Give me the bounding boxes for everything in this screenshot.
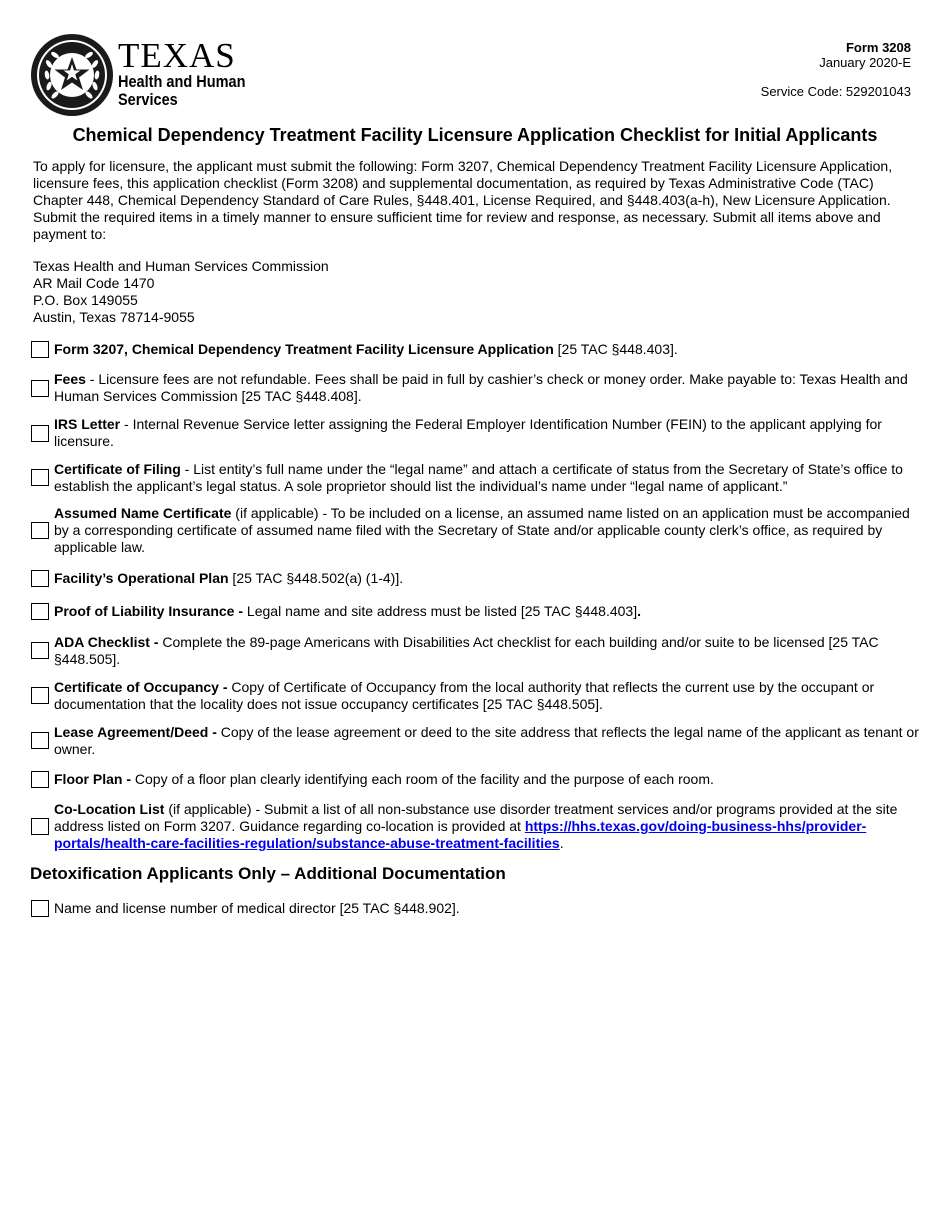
- checkbox-co-location[interactable]: [31, 818, 49, 835]
- checkbox-medical-director[interactable]: [31, 900, 49, 917]
- checkbox-lease-agreement[interactable]: [31, 732, 49, 749]
- checklist-item-floor-plan: [54, 771, 924, 788]
- item-tail: .: [559, 835, 564, 851]
- service-code: Service Code: 529201043: [760, 84, 911, 99]
- checklist-item-co-location: [54, 801, 924, 852]
- checkbox-floor-plan[interactable]: [31, 771, 49, 788]
- checkbox-ada-checklist[interactable]: [31, 642, 49, 659]
- checkbox-irs-letter[interactable]: [31, 425, 49, 442]
- form-date: January 2020-E: [819, 55, 911, 70]
- mailing-address: [33, 258, 329, 326]
- form-number: Form 3208: [845, 40, 911, 55]
- item-title: Assumed Name Certificate: [54, 505, 232, 521]
- item-title: IRS Letter: [54, 416, 121, 432]
- item-text: Copy of Certificate of Occupancy from the local authority that reflects the current use by the occupant or documentation that the locality does not issue occupancy certificates [25 TAC §448.505].: [54, 679, 875, 712]
- checklist-item-fees: [54, 371, 924, 405]
- checklist-item-ada-checklist: [54, 634, 924, 668]
- address-line: P.O. Box 149055: [33, 292, 138, 308]
- checklist-item-lease-agreement: [54, 724, 924, 758]
- item-title: Facility’s Operational Plan: [54, 570, 229, 586]
- co-location-link[interactable]: https://hhs.texas.gov/doing-business-hhs/provider-portals/health-care-facilities-regulation/substance-abuse-treatment-facilities: [54, 818, 867, 851]
- checklist-item-medical-director: Name and license number of medical director [25 TAC §448.902].: [54, 900, 460, 916]
- checklist-item-form-3207: [54, 341, 924, 358]
- item-text: Complete the 89-page Americans with Disabilities Act checklist for each building and/or suite to be licensed [25 TAC §448.505].: [54, 634, 879, 667]
- checklist-item-liability-insurance: [54, 603, 924, 620]
- logo-services: Services: [118, 90, 178, 109]
- item-text: Copy of the lease agreement or deed to the site address that reflects the legal name of the applicant as tenant or owner.: [54, 724, 919, 757]
- checkbox-form-3207[interactable]: [31, 341, 49, 358]
- checklist-item-certificate-of-occupancy: [54, 679, 924, 713]
- logo-health: Health and Human: [118, 72, 246, 91]
- item-title: Lease Agreement/Deed -: [54, 724, 217, 740]
- item-title: Co-Location List: [54, 801, 165, 817]
- checkbox-operational-plan[interactable]: [31, 570, 49, 587]
- item-title: Floor Plan -: [54, 771, 131, 787]
- item-text: - Licensure fees are not refundable. Fees shall be paid in full by cashier’s check or money order. Make payable to: Texas Health and Human Services Commission [25 TAC §448.408].: [54, 371, 908, 404]
- hhs-logo: [30, 33, 263, 117]
- checkbox-liability-insurance[interactable]: [31, 603, 49, 620]
- logo-texas: TEXAS: [118, 35, 236, 75]
- address-line: Austin, Texas 78714-9055: [33, 309, 195, 325]
- address-line: AR Mail Code 1470: [33, 275, 155, 291]
- item-text: (if applicable) - To be included on a license, an assumed name listed on an application must be accompanied by a corresponding certificate of assumed name filed with the Secretary of State and/or applicable county clerk’s office, as required by applicable law.: [54, 505, 910, 555]
- item-text: - List entity’s full name under the “legal name” and attach a certificate of status from the Secretary of State’s office to establish the applicant’s legal status. A sole proprietor should list the individual’s name under “legal name of applicant.”: [54, 461, 903, 494]
- item-text: [25 TAC §448.403].: [553, 341, 678, 357]
- item-text: (if applicable) - Submit a list of all non-substance use disorder treatment services and/or programs provided at the site address listed on Form 3207. Guidance regarding co-location is provided at: [54, 801, 898, 834]
- checklist-item-assumed-name: [54, 505, 924, 556]
- checkbox-assumed-name[interactable]: [31, 522, 49, 539]
- item-text: - Internal Revenue Service letter assigning the Federal Employer Identification Number (FEIN) to the applicant applying for licensure.: [54, 416, 882, 449]
- checkbox-certificate-of-filing[interactable]: [31, 469, 49, 486]
- texas-seal-icon: [30, 33, 114, 117]
- checklist-item-operational-plan: [54, 570, 924, 587]
- item-text: Legal name and site address must be listed [25 TAC §448.403]: [243, 603, 638, 619]
- detox-heading: Detoxification Applicants Only – Additional Documentation: [30, 864, 506, 883]
- checkbox-certificate-of-occupancy[interactable]: [31, 687, 49, 704]
- item-title: Proof of Liability Insurance -: [54, 603, 244, 619]
- item-tail: .: [637, 603, 641, 619]
- item-text: Copy of a floor plan clearly identifying each room of the facility and the purpose of each room.: [131, 771, 714, 787]
- item-title: Form 3207, Chemical Dependency Treatment Facility Licensure Application: [54, 341, 554, 357]
- checklist-item-certificate-of-filing: [54, 461, 924, 495]
- page-title: Chemical Dependency Treatment Facility Licensure Application Checklist for Initial Applicants: [72, 125, 878, 145]
- checkbox-fees[interactable]: [31, 380, 49, 397]
- intro-paragraph: To apply for licensure, the applicant must submit the following: Form 3207, Chemical Dependency Treatment Facility Licensure Application, licensure fees, this application checklist (Form 3208) and supplemental documentation, as required by Texas Administrative Code (TAC) Chapter 448, Chemical Dependency Standard of Care Rules, §448.401, License Required, and §448.403(a-h), New Licensure Application. Submit the required items in a timely manner to ensure sufficient time for review and response, as necessary. Submit all items above and payment to:: [33, 158, 893, 242]
- item-title: Fees: [54, 371, 86, 387]
- item-text: [25 TAC §448.502(a) (1-4)].: [228, 570, 404, 586]
- item-title: Certificate of Occupancy -: [54, 679, 228, 695]
- form-meta: [761, 40, 911, 99]
- item-title: ADA Checklist -: [54, 634, 159, 650]
- checklist-item-irs-letter: [54, 416, 924, 450]
- item-title: Certificate of Filing: [54, 461, 181, 477]
- address-line: Texas Health and Human Services Commission: [33, 258, 329, 274]
